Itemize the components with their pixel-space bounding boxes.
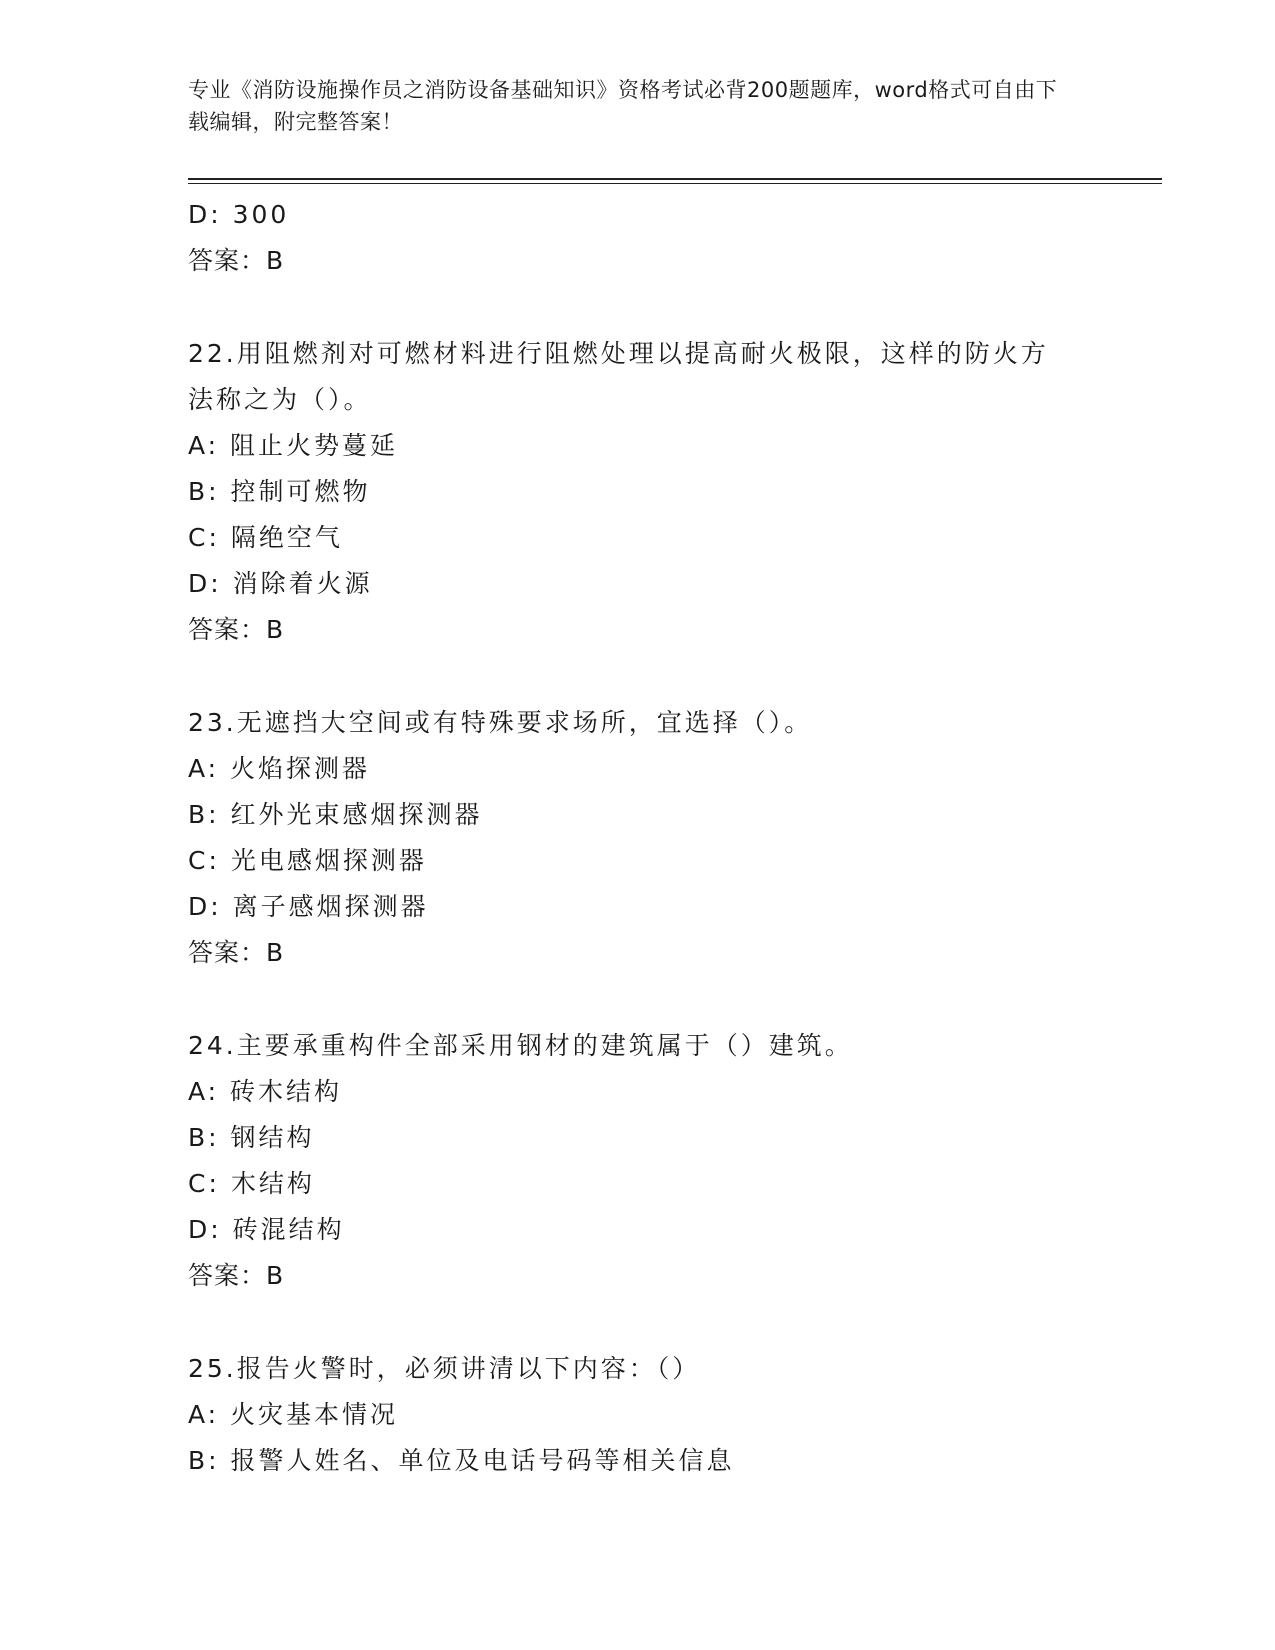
question-stem: 23.无遮挡大空间或有特殊要求场所，宜选择（）。 (188, 708, 813, 737)
option-c: C: 隔绝空气 (188, 523, 343, 552)
answer-line: 答案：B (188, 615, 285, 644)
question-23 (188, 700, 1148, 976)
question-stem-continued: 法称之为（）。 (188, 385, 372, 414)
answer-line: 答案：B (188, 938, 285, 967)
question-list (188, 192, 1148, 1484)
question-stem: 22.用阻燃剂对可燃材料进行阻燃处理以提高耐火极限，这样的防火方 (188, 339, 1049, 368)
question-22 (188, 331, 1148, 653)
option-d: D: 离子感烟探测器 (188, 892, 429, 921)
document-header (188, 74, 1068, 138)
header-divider-thick (188, 178, 1162, 180)
option-d: D: 砖混结构 (188, 1215, 345, 1244)
option-b: B: 钢结构 (188, 1123, 315, 1152)
answer-line: 答案：B (188, 246, 285, 275)
option-a: A: 砖木结构 (188, 1077, 343, 1106)
option-b: B: 报警人姓名、单位及电话号码等相关信息 (188, 1446, 735, 1475)
option-c: C: 光电感烟探测器 (188, 846, 427, 875)
option-b: B: 控制可燃物 (188, 477, 371, 506)
document-title: 专业《消防设施操作员之消防设备基础知识》资格考试必背200题题库，word格式可自由下载编辑，附完整答案！ (188, 78, 1058, 134)
option-b: B: 红外光束感烟探测器 (188, 800, 483, 829)
question-25 (188, 1346, 1148, 1484)
header-divider-thin (188, 183, 1162, 184)
option-a: A: 阻止火势蔓延 (188, 431, 399, 460)
option-d: D: 300 (188, 200, 290, 229)
question-stem: 24.主要承重构件全部采用钢材的建筑属于（）建筑。 (188, 1031, 853, 1060)
previous-question-tail (188, 192, 1148, 284)
option-c: C: 木结构 (188, 1169, 315, 1198)
option-a: A: 火焰探测器 (188, 754, 371, 783)
question-24 (188, 1023, 1148, 1299)
option-a: A: 火灾基本情况 (188, 1400, 399, 1429)
answer-line: 答案：B (188, 1261, 285, 1290)
question-stem: 25.报告火警时，必须讲清以下内容：（） (188, 1354, 701, 1383)
option-d: D: 消除着火源 (188, 569, 373, 598)
